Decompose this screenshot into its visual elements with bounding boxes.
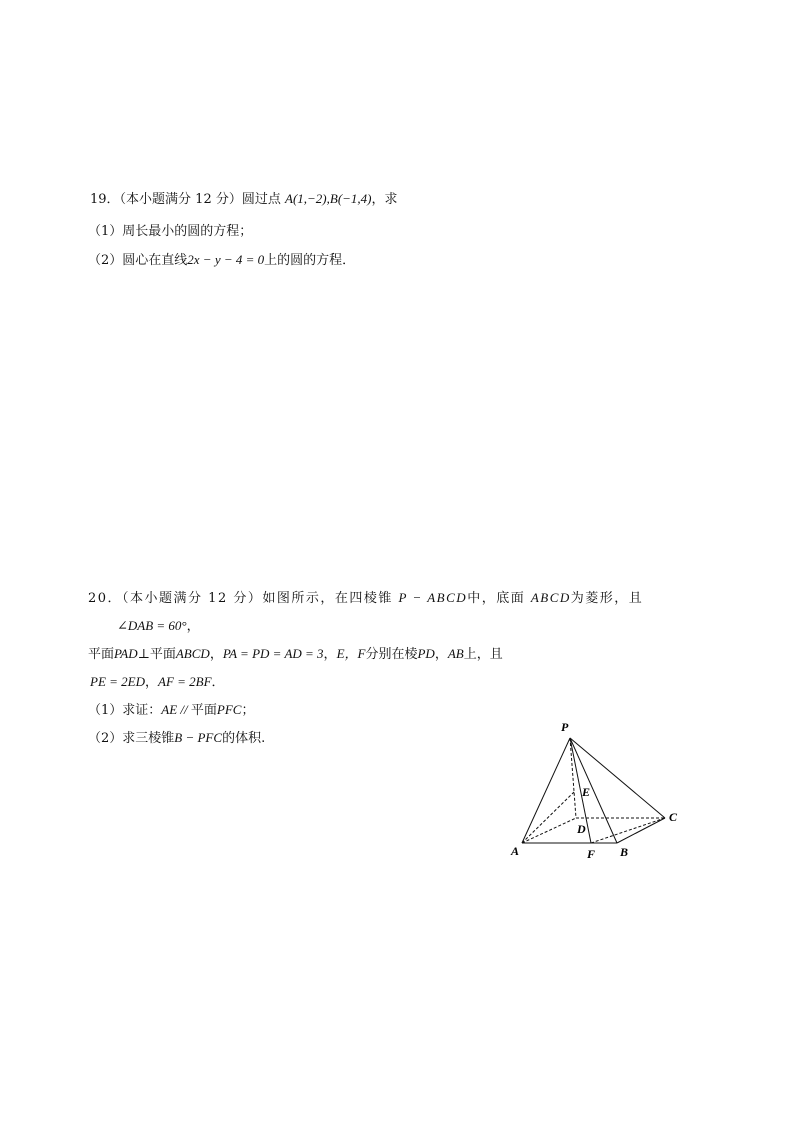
q20-part2-tail: 的体积. [222,731,266,746]
q20-angle: ∠DAB = 60° [117,618,187,633]
q19-part2-lead: （2）圆心在直线 [88,253,188,268]
q20-l4-comma: ， [144,675,158,690]
q20-l4-eq2: AF = 2BF [158,674,212,689]
q19-part2-tail: 上的圆的方程． [264,253,356,268]
q20-l3-a: 平面 [88,647,115,662]
edge-pa [522,738,570,843]
q19-line-equation: 2x − y − 4 = 0 [187,252,265,267]
q20-l3-b: 分别在棱 [365,647,418,662]
q20-part1-math: AE // [161,702,191,717]
q20-l3-abcd: ABCD [175,646,210,661]
q20-part2-lead: （2）求三棱锥 [88,731,175,746]
q20-l3-d: 上，且 [463,647,503,662]
label-e: E [582,785,591,799]
q20-l3-pd: PD [417,646,435,661]
q19-point-b: B(−1,4) [329,191,372,206]
q20-mid1: 中，底面 [467,591,526,606]
edge-ad [522,818,576,843]
edge-ae [522,792,574,843]
q20-part1-pfc: PFC [216,702,242,717]
q19-point-a: A(1,−2) [285,191,327,206]
q20-l3-comma2: ， [323,647,337,662]
label-b: B [620,845,629,859]
q20-part2-math: B − PFC [174,730,223,745]
q20-part1-plane: 平面 [190,703,217,718]
label-p: P [561,720,569,734]
q20-angle-tail: ， [186,619,200,634]
q20-header: 20．（本小题满分 12 分）如图所示，在四棱锥 [88,591,393,606]
q20-base: ABCD [530,590,571,605]
q20-l3-c: ， [434,647,448,662]
q20-part1-tail: ； [241,703,255,718]
q20-l3-pad: PAD [114,646,138,661]
label-c: C [669,810,678,824]
edge-fc [591,818,665,843]
q20-l4-dot: ． [211,675,225,690]
q20-l4-eq1: PE = 2ED [90,674,145,689]
q19-header: 19．（本小题满分 12 分）圆过点 [90,192,281,207]
q20-part1-lead: （1）求证： [88,703,162,718]
edge-bc [617,818,665,843]
label-d: D [577,822,586,836]
q19-part1: （1）周长最小的圆的方程； [88,224,253,239]
q20-l3-ab: AB [447,646,464,661]
label-a: A [511,844,520,858]
edge-pc [570,738,665,818]
q20-l3-perp: ⊥平面 [137,647,176,662]
q20-pyramid: P − ABCD [398,590,468,605]
label-f: F [587,847,596,861]
q19-sep: , [326,191,330,206]
q20-l3-ef: E，F [336,646,366,661]
q20-l3-comma: ， [209,647,223,662]
q20-l3-eq: PA = PD = AD = 3 [222,646,324,661]
q19-tail: ，求 [371,192,398,207]
q20-mid2: 为菱形，且 [570,591,644,606]
